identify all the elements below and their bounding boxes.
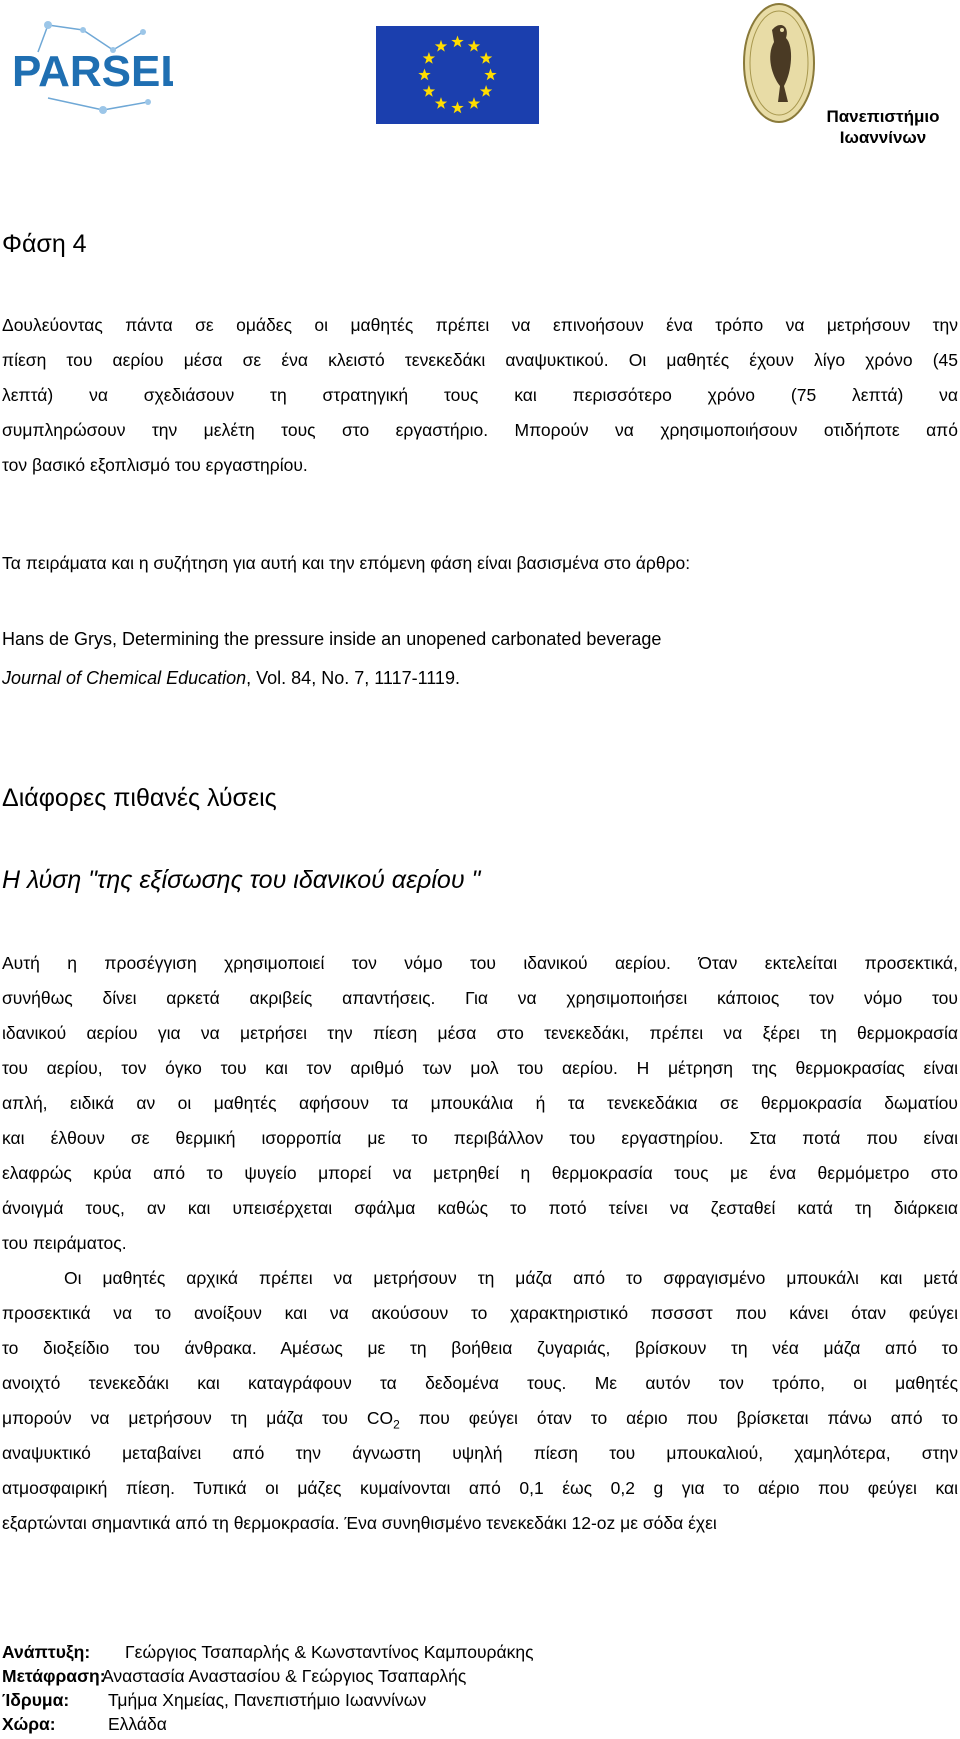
- body2-line: ατμοσφαιρική πίεση. Τυπικά οι μάζες κυμαίνονται από 0,1 έως 0,2 g για το αέριο που φεύγει και: [2, 1478, 958, 1498]
- eu-star-icon: [435, 97, 447, 109]
- eu-star-icon: [480, 85, 492, 97]
- eu-star-icon: [423, 85, 435, 97]
- intro-line: πίεση του αερίου μέσα σε ένα κλειστό τενεκεδάκι αναψυκτικού. Οι μαθητές έχουν λίγο χρόνο (45: [2, 350, 958, 370]
- body1-line: ελαφρώς κρύα από το ψυγείο μπορεί να μετρηθεί η θερμοκρασία τους με ένα θερμόμετρο στο: [2, 1163, 958, 1183]
- co2-subscript: 2: [393, 1417, 400, 1432]
- eu-star-icon: [435, 40, 447, 52]
- university-name-line2: Ιωαννίνων: [839, 128, 927, 147]
- footer-translation-row: [2, 1664, 534, 1688]
- reference-details: , Vol. 84, No. 7, 1117-1119.: [246, 668, 460, 688]
- eu-star-icon: [468, 97, 480, 109]
- body1-line: του πειράματος.: [2, 1233, 127, 1253]
- body1-line: ιδανικού αερίου για να μετρήσει την πίεση μέσα στο τενεκεδάκι, πρέπει να ξέρει τη θερμοκρασία: [2, 1023, 958, 1043]
- solutions-heading: Διάφορες πιθανές λύσεις: [2, 784, 277, 812]
- body2-line-co2: [2, 1401, 958, 1436]
- body1-line: απλή, ειδικά αν οι μαθητές αφήσουν τα μπουκάλια ή τα τενεκεδάκια σε θερμοκρασία δωματίου: [2, 1093, 958, 1113]
- phase-title: Φάση 4: [2, 230, 87, 258]
- eu-star-icon: [468, 40, 480, 52]
- body1-line: άνοιγμά τους, αν και υπεισέρχεται σφάλμα καθώς το ποτό τείνει να ζεσταθεί κατά τη διάρκεια: [2, 1198, 958, 1218]
- body-paragraph-2: [2, 1261, 958, 1541]
- footer-institution-row: [2, 1688, 534, 1712]
- university-name-line1: Πανεπιστήμιο: [826, 107, 940, 126]
- university-seal-logo: [742, 2, 816, 124]
- reference-line2: [2, 659, 460, 697]
- co2-text-before: μπορούν να μετρήσουν τη μάζα του CO: [2, 1408, 394, 1428]
- body2-line: αναψυκτικό μεταβαίνει από την άγνωστη υψηλή πίεση του μπουκαλιού, χαμηλότερα, στην: [2, 1443, 958, 1463]
- institution-value: Τμήμα Χημείας, Πανεπιστήμιο Ιωαννίνων: [108, 1690, 427, 1710]
- intro-paragraph: [2, 308, 958, 483]
- parsel-logo-text: PARSEL: [12, 47, 173, 96]
- university-name: [806, 106, 960, 148]
- intro-line: συμπληρώσουν την μελέτη τους στο εργαστήριο. Μπορούν να χρησιμοποιήσουν οτιδήποτε από: [2, 420, 958, 440]
- body2-line: προσεκτικά να το ανοίξουν και να ακούσουν το χαρακτηριστικό πσσσστ που κάνει όταν φεύγει: [2, 1303, 958, 1323]
- footer-country-row: [2, 1712, 534, 1736]
- body-paragraph-1: [2, 946, 958, 1261]
- body1-line: συνήθως δίνει αρκετά ακριβείς απαντήσεις. Για να χρησιμοποιήσει κάποιος τον νόμο του: [2, 988, 958, 1008]
- body2-line: Οι μαθητές αρχικά πρέπει να μετρήσουν τη μάζα από το σφραγισμένο μπουκάλι και μετά: [64, 1268, 958, 1288]
- country-value: Ελλάδα: [108, 1714, 167, 1734]
- translation-value: Αναστασία Αναστασίου & Γεώργιος Τσαπαρλής: [102, 1666, 467, 1686]
- institution-label: Ίδρυμα:: [2, 1690, 70, 1710]
- intro-line: Δουλεύοντας πάντα σε ομάδες οι μαθητές πρέπει να επινοήσουν ένα τρόπο να μετρήσουν την: [2, 315, 958, 335]
- intro-line: τον βασικό εξοπλισμό του εργαστηρίου.: [2, 455, 308, 475]
- eu-star-icon: [451, 36, 463, 48]
- eu-star-icon: [451, 102, 463, 114]
- experiments-sentence: Τα πειράματα και η συζήτηση για αυτή και την επόμενη φάση είναι βασισμένα στο άρθρο:: [2, 553, 691, 573]
- co2-text-after: που φεύγει όταν το αέριο που βρίσκεται πάνω από το: [399, 1408, 958, 1428]
- eu-star-icon: [418, 69, 430, 81]
- development-value: Γεώργιος Τσαπαρλής & Κωνσταντίνος Καμπουράκης: [125, 1642, 534, 1662]
- body1-line: του αερίου, τον όγκο του και τον αριθμό των μολ του αερίου. Η μέτρηση της θερμοκρασίας είναι: [2, 1058, 958, 1078]
- parsel-logo: [8, 20, 173, 120]
- body2-line: εξαρτώνται σημαντικά από τη θερμοκρασία. Ένα συνηθισμένο τενεκεδάκι 12-oz με σόδα έχει: [2, 1513, 717, 1533]
- translation-label: Μετάφραση:: [2, 1666, 106, 1686]
- development-label: Ανάπτυξη:: [2, 1642, 91, 1662]
- body2-line: το διοξείδιο του άνθρακα. Αμέσως με τη βοήθεια ζυγαριάς, βρίσκουν τη νέα μάζα από το: [2, 1338, 958, 1358]
- ideal-gas-heading: Η λύση "της εξίσωσης του ιδανικού αερίου ": [2, 866, 481, 894]
- body1-line: και έλθουν σε θερμική ισορροπία με το περιβάλλον του εργαστηρίου. Στα ποτά που είναι: [2, 1128, 958, 1148]
- reference-line1: Hans de Grys, Determining the pressure inside an unopened carbonated beverage: [2, 629, 662, 649]
- footer-credits: [2, 1640, 534, 1736]
- eu-flag-logo: [376, 26, 539, 124]
- eu-star-icon: [480, 52, 492, 64]
- country-label: Χώρα:: [2, 1714, 56, 1734]
- reference-journal: Journal of Chemical Education: [2, 668, 247, 688]
- intro-line: λεπτά) να σχεδιάσουν τη στρατηγική τους και περισσότερο χρόνο (75 λεπτά) να: [2, 385, 958, 405]
- eu-star-icon: [423, 52, 435, 64]
- eu-star-icon: [484, 69, 496, 81]
- body1-line: Αυτή η προσέγγιση χρησιμοποιεί τον νόμο του ιδανικού αερίου. Όταν εκτελείται προσεκτικά,: [2, 953, 958, 973]
- footer-development-row: [2, 1640, 534, 1664]
- body2-line: ανοιχτό τενεκεδάκι και καταγράφουν τα δεδομένα τους. Με αυτόν τον τρόπο, οι μαθητές: [2, 1373, 958, 1393]
